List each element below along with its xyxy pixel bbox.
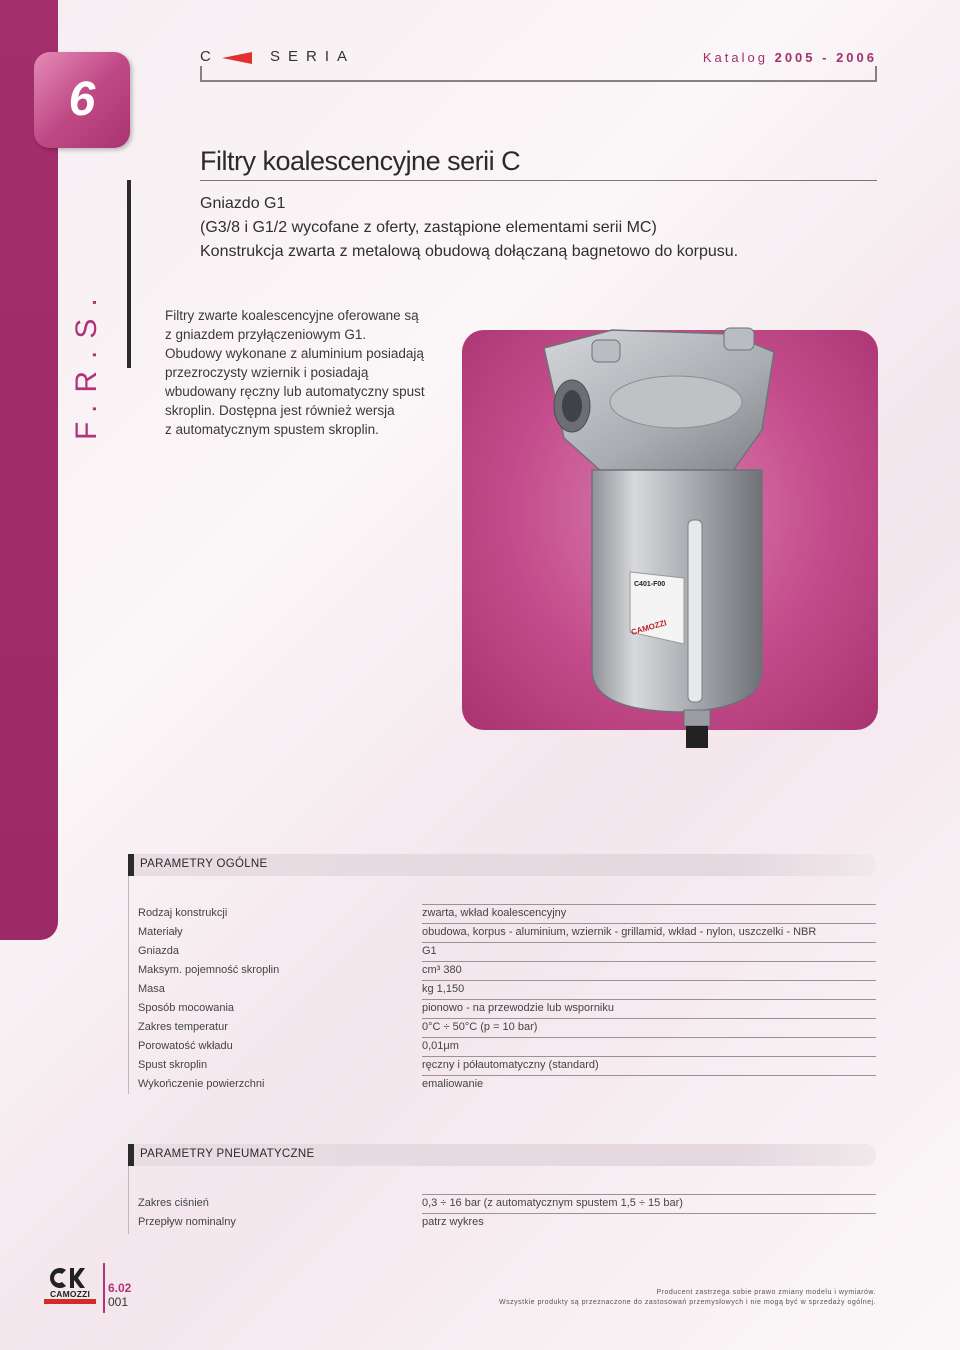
row-line — [422, 980, 876, 981]
header-tick-right — [875, 66, 877, 80]
subtitle-line: (G3/8 i G1/2 wycofane z oferty, zastąpione elementami serii MC) — [200, 219, 657, 236]
general-params-table — [138, 904, 876, 1094]
row-line — [422, 942, 876, 943]
chapter-tab — [34, 52, 130, 148]
param-key: Zakres ciśnień — [138, 1197, 209, 1209]
table-row — [138, 1018, 876, 1037]
row-line — [422, 904, 876, 905]
table-row — [138, 942, 876, 961]
page-title: Filtry koalescencyjne serii C — [200, 146, 521, 176]
drain-cap — [686, 726, 708, 748]
param-value: G1 — [422, 945, 437, 957]
param-value: patrz wykres — [422, 1216, 484, 1228]
table-row — [138, 1213, 876, 1232]
row-line — [422, 961, 876, 962]
param-value: obudowa, korpus - aluminium, wziernik - grillamid, wkład - nylon, uszczelki - NBR — [422, 926, 817, 938]
series-arrow-icon — [222, 52, 252, 64]
title-divider — [200, 180, 877, 181]
param-key: Sposób mocowania — [138, 1002, 235, 1014]
param-key: Zakres temperatur — [138, 1021, 228, 1033]
param-key: Rodzaj konstrukcji — [138, 907, 228, 919]
intro-line: przezroczysty wziernik i posiadają — [165, 365, 369, 380]
row-line — [422, 1213, 876, 1214]
port-thread — [562, 390, 582, 422]
logo-red-bar — [44, 1299, 96, 1304]
section-vertical-bar — [127, 180, 131, 368]
intro-line: skroplin. Dostępna jest również wersja — [165, 403, 395, 418]
param-value: kg 1,150 — [422, 983, 465, 995]
row-line — [422, 1037, 876, 1038]
vertical-section-label: F.R.S. — [70, 286, 103, 440]
catalog-years: 2005 - 2006 — [774, 50, 877, 65]
disclaimer-line: Producent zastrzega sobie prawo zmiany modelu i wymiarów. — [656, 1289, 876, 1296]
catalog-word: Katalog — [702, 50, 768, 65]
param-key: Maksym. pojemność skroplin — [138, 964, 280, 976]
pneumatic-params-title: PARAMETRY PNEUMATYCZNE — [140, 1148, 315, 1160]
product-model-text: C401-F00 — [634, 581, 666, 588]
header-tick-left — [200, 66, 202, 80]
general-params-heading — [128, 854, 876, 876]
table-row — [138, 1075, 876, 1094]
table-row — [138, 1056, 876, 1075]
sight-glass — [688, 520, 702, 702]
param-value: zwarta, wkład koalescencyjny — [422, 907, 567, 919]
series-letter: C — [200, 48, 214, 65]
page-number: 6.02 — [108, 1281, 132, 1295]
product-brand-text: CAMOZZI — [630, 618, 668, 637]
table-left-rule — [128, 1166, 129, 1234]
table-row — [138, 961, 876, 980]
row-line — [422, 1018, 876, 1019]
param-value: 0,3 ÷ 16 bar (z automatycznym spustem 1,5 ÷ 15 bar) — [422, 1197, 683, 1209]
intro-line: Filtry zwarte koalescencyjne oferowane są — [165, 308, 419, 323]
param-key: Wykończenie powierzchni — [138, 1078, 265, 1090]
chapter-number: 6 — [68, 73, 96, 126]
table-row — [138, 980, 876, 999]
series-label: SERIA — [270, 48, 356, 65]
param-key: Przepływ nominalny — [138, 1216, 236, 1228]
param-value: emaliowanie — [422, 1078, 484, 1090]
table-row — [138, 904, 876, 923]
param-value: 0°C ÷ 50°C (p = 10 bar) — [422, 1021, 538, 1033]
disclaimer-line: Wszystkie produkty są przeznaczone do zastosowań przemysłowych i nie mogą być w sprzedaży ogólnej. — [499, 1299, 876, 1306]
row-line — [422, 1075, 876, 1076]
subtitle-block — [200, 192, 738, 264]
mount-lug — [724, 328, 754, 350]
row-line — [422, 923, 876, 924]
row-line — [422, 1056, 876, 1057]
param-value: 0,01μm — [422, 1040, 459, 1052]
page-subnumber: 001 — [108, 1295, 129, 1309]
intro-line: wbudowany ręczny lub automatyczny spust — [165, 384, 425, 399]
param-value: ręczny i półautomatyczny (standard) — [422, 1059, 599, 1071]
subtitle-line: Konstrukcja zwarta z metalową obudową dołączaną bagnetowo do korpusu. — [200, 243, 739, 260]
pneumatic-params-table — [138, 1194, 876, 1232]
mount-lug — [592, 340, 620, 362]
param-key: Gniazda — [138, 945, 179, 957]
row-line — [422, 1194, 876, 1195]
intro-line: z automatycznym spustem skroplin. — [165, 422, 379, 437]
page-header — [200, 48, 877, 82]
param-value: pionowo - na przewodzie lub wsporniku — [422, 1002, 614, 1014]
catalog-label — [703, 50, 877, 65]
head-top — [610, 376, 742, 428]
heading-marker — [128, 1144, 134, 1166]
param-key: Spust skroplin — [138, 1059, 208, 1071]
footer-disclaimer — [499, 1288, 876, 1308]
logo-text: CAMOZZI — [49, 1289, 91, 1299]
row-line — [422, 999, 876, 1000]
table-row — [138, 1037, 876, 1056]
intro-line: z gniazdem przyłączeniowym G1. — [165, 327, 367, 342]
param-key: Porowatość wkładu — [138, 1040, 233, 1052]
product-image — [462, 310, 878, 760]
footer-divider — [103, 1263, 105, 1313]
table-row — [138, 923, 876, 942]
intro-line: Obudowy wykonane z aluminium posiadają — [165, 346, 424, 361]
table-left-rule — [128, 876, 129, 1094]
heading-marker — [128, 854, 134, 876]
general-params-title: PARAMETRY OGÓLNE — [140, 858, 268, 870]
table-row — [138, 999, 876, 1018]
param-key: Masa — [138, 983, 165, 995]
table-row — [138, 1194, 876, 1213]
drain-body — [684, 710, 710, 726]
intro-paragraph — [165, 306, 425, 439]
subtitle-line: Gniazdo G1 — [200, 195, 286, 212]
pneumatic-params-heading — [128, 1144, 876, 1166]
param-value: cm³ 380 — [422, 964, 462, 976]
param-key: Materiały — [138, 926, 183, 938]
